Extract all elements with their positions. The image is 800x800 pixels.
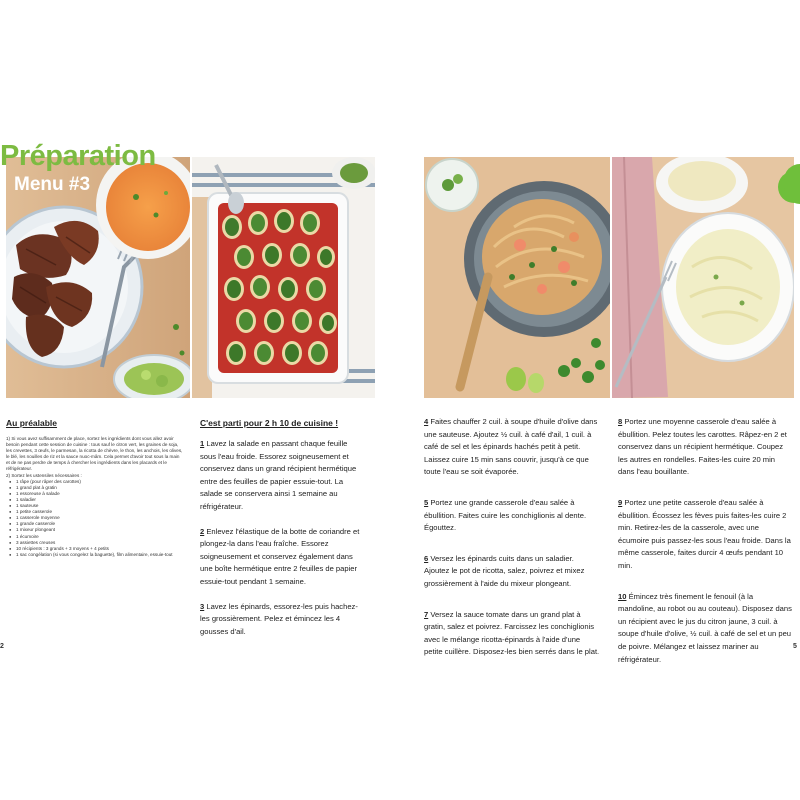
list-item: ● 1 sauteuse: [16, 503, 184, 509]
step-text: Versez les épinards cuits dans un saladier. Ajoutez le pot de ricotta, salez, poivrez et mixez grossièrement à l'aide du mixeur plongeant.: [424, 553, 585, 588]
section-title-cuisine: C'est parti pour 2 h 10 de cuisine !: [200, 418, 339, 428]
step-text: Portez une petite casserole d'eau salée à ébullition. Écossez les fèves puis faites-les cuire 2 min. Retirez-les de la casserole, avec une écumoire puis passez-les sous l'eau froide. Dans la même casserole, faites durcir 4 œufs pendant 10 min.: [618, 497, 791, 570]
section-title-prealable: Au préalable: [6, 418, 58, 428]
step-2: [200, 526, 360, 589]
intro-paragraph: 1) Si vous avez suffisamment de place, sortez les ingrédients dont vous allez avoir besoin pendant cette session de cuisine : tous sauf le citron vert, les graines de soja, les crevettes, 3 œufs, le parmesan, la ricotta de chèvre, le thon, les anchois, les olives, le blé, les nouilles de riz et la sauce nuoc-mâm. Cela permet d'avoir tout sous la main et de ne pas perdre de temps à chercher les ingrédients dans les placards et le réfrigérateur.: [6, 436, 183, 472]
step-number: 8: [618, 417, 623, 426]
page-title: Préparation: [0, 140, 156, 172]
step-text: Enlevez l'élastique de la botte de coriandre et plongez-la dans l'eau fraîche. Essorez soigneusement et conservez également dans une boîte hermétique entre 2 feuilles de papier essuie-tout pendant 1 semaine.: [200, 526, 360, 586]
steps-column-3: [618, 416, 792, 678]
photo-noodle-sauteuse: [424, 157, 610, 398]
step-7: [424, 609, 600, 659]
step-text: Émincez très finement le fenouil (à la mandoline, au robot ou au couteau). Disposez dans un récipient avec le jus du citron jaune, 3 cuil. à soupe d'huile d'olive, ½ cuil. à café de sel et un peu de poivre. Mélangez et laissez mariner au réfrigérateur.: [618, 591, 792, 664]
step-number: 2: [200, 526, 205, 536]
step-number: 3: [200, 601, 205, 611]
step-number: 5: [424, 497, 429, 507]
step-number: 9: [618, 497, 623, 507]
list-item: ● 1 essoreuse à salade: [16, 491, 184, 497]
step-1: [200, 438, 360, 514]
step-5: [424, 497, 600, 535]
step-text: Versez la sauce tomate dans un grand plat à gratin, salez et poivrez. Farcissez les conchiglionis avec le mélange ricotta-épinards à l'aide d'une petite cuillère. Disposez-les bien serrés dans le plat.: [424, 609, 600, 657]
step-8: [618, 416, 792, 479]
list-item: ● 10 récipients : 3 grands + 3 moyens + 4 petits: [16, 546, 184, 552]
preparation-column: [6, 418, 184, 558]
list-item: ● 1 petite casserole: [16, 509, 184, 515]
tools-heading: 2) Sortez les ustensiles nécessaires :: [6, 472, 82, 478]
photo-stuffed-pasta-shells: [192, 157, 375, 398]
step-text: Faites chauffer 2 cuil. à soupe d'huile d'olive dans une sauteuse. Ajoutez ½ cuil. à café d'ail, 1 cuil. à café de sel et les épinards hachés petit à petit. Laissez cuire 15 min sans couvrir, jusqu'à ce que toute l'eau se soit évaporée.: [424, 417, 598, 477]
steps-column-1: [200, 418, 360, 650]
step-number: 4: [424, 417, 429, 426]
menu-subtitle: Menu #3: [14, 174, 91, 195]
step-text: Lavez la salade en passant chaque feuille sous l'eau froide. Essorez soigneusement et conservez dans un grand récipient hermétique entre des feuilles de papier essuie-tout. La salade se conservera ainsi 1 semaine au réfrigérateur.: [200, 439, 357, 511]
step-3: [200, 601, 360, 639]
list-item: ● 1 grand plat à gratin: [16, 485, 184, 491]
step-number: 1: [200, 439, 205, 448]
step-number: 7: [424, 609, 429, 619]
step-6: [424, 553, 600, 591]
page-number-right: 5: [793, 643, 797, 650]
list-item: ● 1 saladier: [16, 497, 184, 503]
list-item: ● 3 assiettes creuses: [16, 540, 184, 546]
list-item: ● 1 mixeur plongeant: [16, 527, 184, 533]
tools-list: [6, 479, 184, 558]
page-number-left: 2: [0, 643, 4, 650]
list-item: ● 1 grande casserole: [16, 521, 184, 527]
step-10: [618, 591, 792, 667]
list-item: ● 1 casserole moyenne: [16, 515, 184, 521]
step-text: Portez une grande casserole d'eau salée à ébullition. Faites cuire les conchiglionis al dente. Égouttez.: [424, 497, 587, 533]
step-number: 6: [424, 553, 429, 563]
list-item: ● 1 râpe (pour râper des carottes): [16, 479, 184, 485]
steps-column-2: [424, 416, 600, 671]
step-number: 10: [618, 591, 627, 601]
step-text: Portez une moyenne casserole d'eau salée à ébullition. Pelez toutes les carottes. Râpez-en 2 et conservez dans un récipient hermétique. Coupez les autres en rondelles. Faites-les cuire 20 min dans l'eau bouillante.: [618, 417, 787, 477]
photo-fennel-salad: [612, 157, 794, 398]
list-item: ● 1 sac congélation (si vous congelez la baguette), film alimentaire, essuie-tout: [16, 552, 184, 558]
step-text: Lavez les épinards, essorez-les puis hachez-les grossièrement. Pelez et émincez les 4 gousses d'ail.: [200, 601, 358, 636]
list-item: ● 1 écumoire: [16, 534, 184, 540]
step-9: [618, 497, 792, 573]
step-4: [424, 416, 600, 479]
